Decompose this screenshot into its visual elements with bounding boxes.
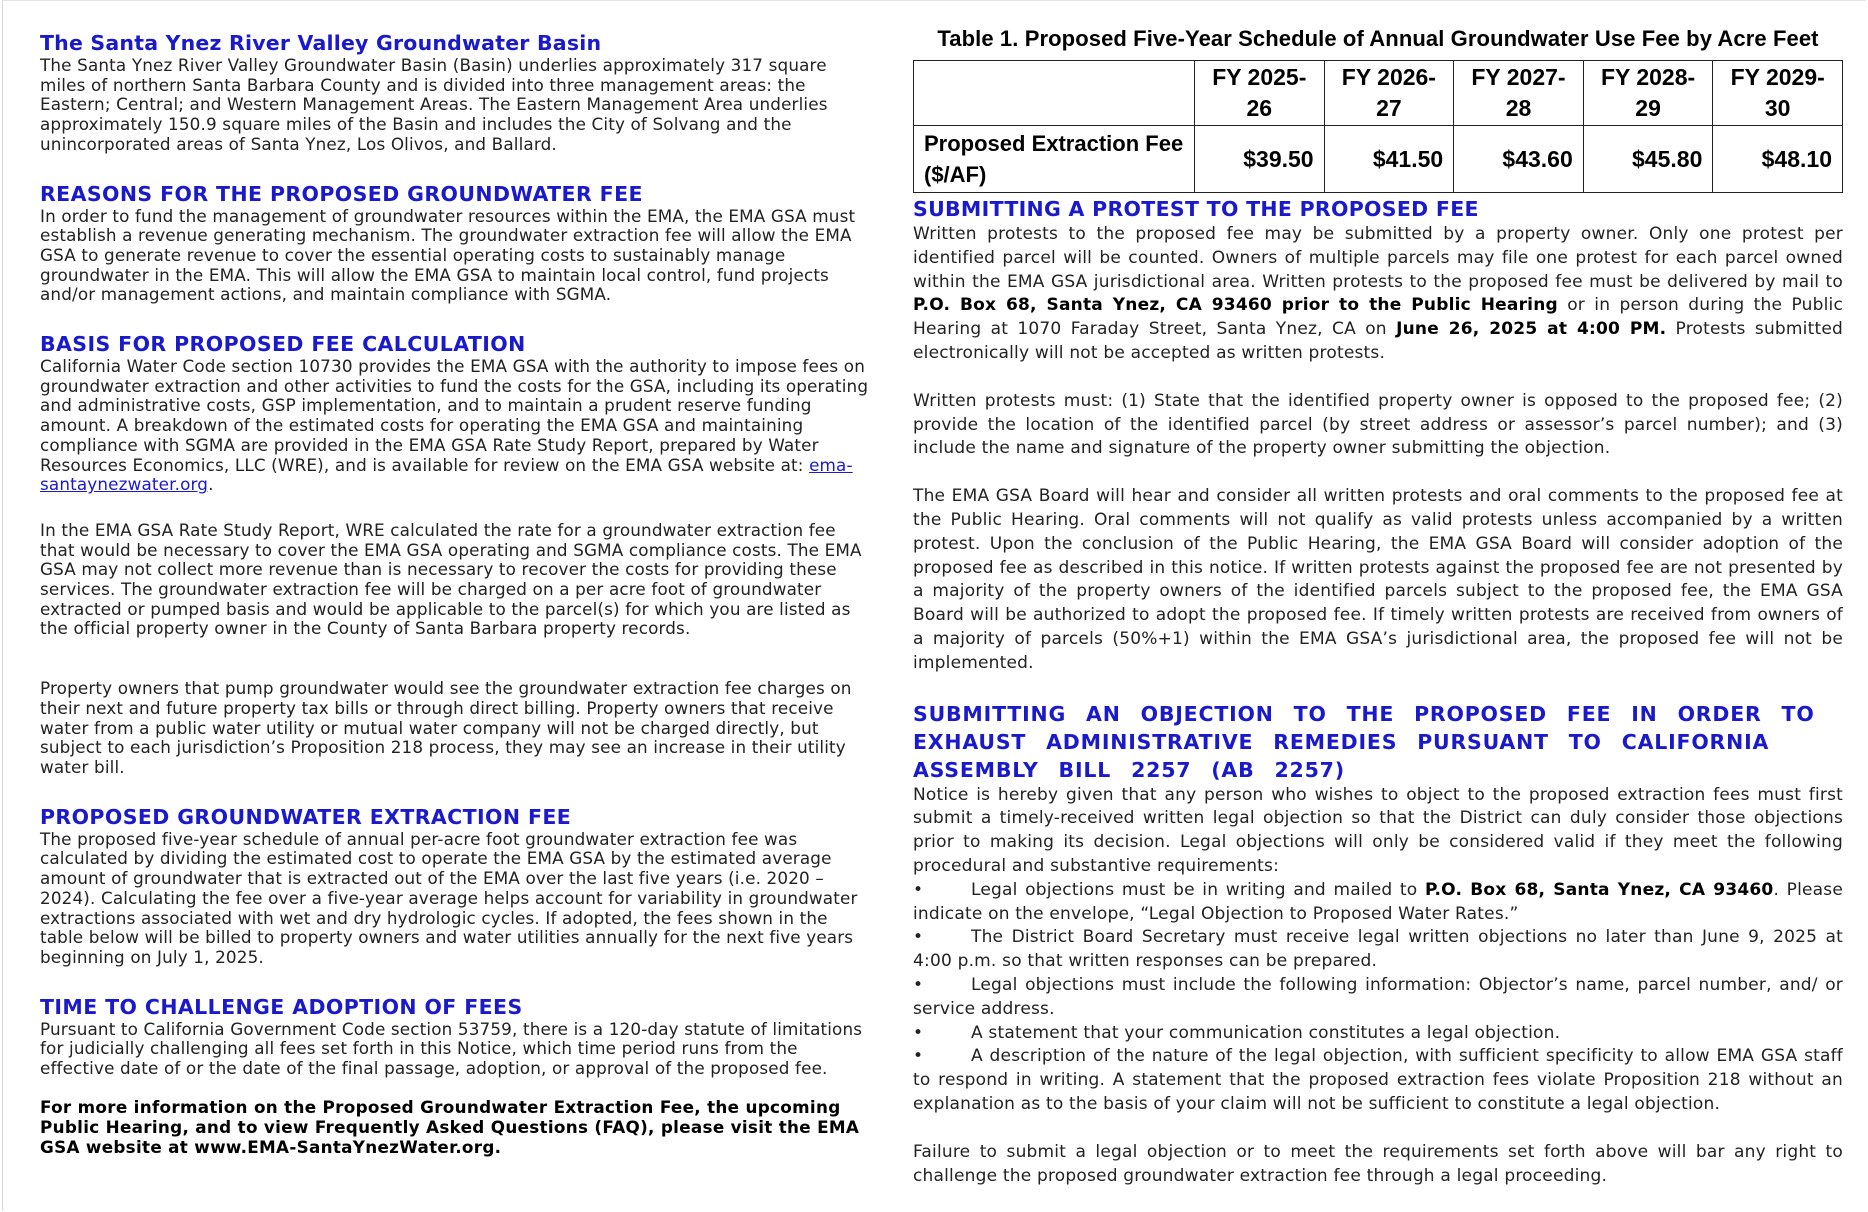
basis-paragraph [40, 357, 875, 495]
row-label-extraction-fee: Proposed Extraction Fee ($/AF) [914, 126, 1195, 193]
time-to-challenge-paragraph: Pursuant to California Government Code section 53759, there is a 120-day statute of limitations for judicially challenging all fees set forth in this Notice, which time period runs from the effective date of or the date of the final passage, adoption, or approval of the proposed fee. [40, 1018, 863, 1079]
basin-heading: The Santa Ynez River Valley Groundwater Basin [40, 31, 602, 55]
fee-schedule-table [913, 60, 1843, 193]
table-header-row [914, 61, 1843, 126]
basis-text: California Water Code section 10730 provides the EMA GSA with the authority to impose fees on groundwater extraction and other activities to fund the costs for the GSA, including its operating and administrative costs, GSP implementation, and to maintain a prudent reserve funding amount. A breakdown of the estimated costs for operating the EMA GSA and maintaining compliance with SGMA are provided in the EMA GSA Rate Study Report, prepared by Water Resources Economics, LLC (WRE), and is available for review on the EMA GSA website at: [40, 356, 869, 475]
table-row [914, 126, 1843, 193]
failure-paragraph: Failure to submit a legal objection or to meet the requirements set forth above will bar any right to challenge the proposed groundwater extraction fee through a legal proceeding. [913, 1141, 1843, 1186]
objection-bullet-5: • A description of the nature of the legal objection, with sufficient specificity to allow EMA GSA staff to respond in writing. A statement that the proposed extraction fees violate Proposition 218 without an explanation as to the basis of your claim will not be sufficient to constitute a legal objection. [913, 1046, 1843, 1114]
proposed-fee-heading: PROPOSED GROUNDWATER EXTRACTION FEE [40, 804, 572, 829]
basin-paragraph: The Santa Ynez River Valley Groundwater Basin (Basin) underlies approximately 317 square miles of northern Santa Barbara County and is divided into three management areas: the Eastern; Central; and Western Management Areas. The Eastern Management Area underlies approximately 150.9 square miles of the Basin and includes the City of Solvang and the unincorporated areas of Santa Ynez, Los Olivos, and Ballard. [40, 55, 828, 154]
reasons-heading: REASONS FOR THE PROPOSED GROUNDWATER FEE [40, 181, 643, 206]
fee-fy-2029-30: $48.10 [1713, 126, 1843, 193]
table-corner-cell [914, 61, 1195, 126]
ema-website-link[interactable]: ema-santaynezwater.org [40, 454, 853, 495]
objection-bullet-3: • Legal objections must include the following information: Objector’s name, parcel number, and/ or service address. [913, 974, 1843, 1019]
basis-heading: BASIS FOR PROPOSED FEE CALCULATION [40, 332, 526, 357]
objection-heading: SUBMITTING AN OBJECTION TO THE PROPOSED FEE IN ORDER TO EXHAUST ADMINISTRATIVE REMEDIES PURSUANT TO CALIFORNIA ASSEMBLY BILL 2257 (AB 2257) [913, 701, 1815, 782]
fee-fy-2027-28: $43.60 [1454, 126, 1584, 193]
owners-paragraph: Property owners that pump groundwater would see the groundwater extraction fee charges on their next and future property tax bills or through direct billing. Property owners that receive water from a public water utility or mutual water company will not be charged directly, but subject to each jurisdiction’s Proposition 218 process, they may see an increase in their utility water bill. [40, 678, 852, 777]
header-fy-2026-27: FY 2026- 27 [1324, 61, 1454, 126]
header-fy-2025-26: FY 2025- 26 [1195, 61, 1325, 126]
objection-bullet-1: • Legal objections must be in writing and mailed to P.O. Box 68, Santa Ynez, CA 93460. Please indicate on the envelope, “Legal Objection to Proposed Water Rates.” [913, 879, 1843, 924]
reasons-paragraph: In order to fund the management of groundwater resources within the EMA, the EMA GSA must establish a revenue generating mechanism. The groundwater extraction fee will allow the EMA GSA to generate revenue to cover the essential operating costs to sustainably manage groundwater in the EMA. This will allow the EMA GSA to maintain local control, fund projects and/or management actions, and maintain compliance with SGMA. [40, 205, 856, 305]
table-title: Table 1. Proposed Five-Year Schedule of Annual Groundwater Use Fee by Acre Feet [937, 26, 1819, 51]
objection-paragraph: Notice is hereby given that any person who wishes to object to the proposed extraction fees must first submit a timely-received written legal objection so that the District can duly consider those objections prior to making its decision. Legal objections will only be considered valid if they meet the following procedural and substantive requirements: [913, 784, 1843, 876]
protest-paragraph-1: Written protests to the proposed fee may be submitted by a property owner. Only one protest per identified parcel will be counted. Owners of multiple parcels may file one protest for each parcel owned within the EMA GSA jurisdictional area. Written protests to the proposed fee must be delivered by mail to P.O. Box 68, Santa Ynez, CA 93460 prior to the Public Hearing or in person during the Public Hearing at 1070 Faraday Street, Santa Ynez, CA on June 26, 2025 at 4:00 PM. Protests submitted electronically will not be accepted as written protests. [913, 224, 1843, 363]
time-to-challenge-heading: TIME TO CHALLENGE ADOPTION OF FEES [40, 994, 523, 1019]
fee-fy-2028-29: $45.80 [1583, 126, 1713, 193]
objection-bullet-2: • The District Board Secretary must receive legal written objections no later than June 9, 2025 at 4:00 p.m. so that written responses can be prepared. [913, 927, 1843, 972]
proposed-fee-paragraph: The proposed five-year schedule of annual per-acre foot groundwater extraction fee was calculated by dividing the estimated cost to operate the EMA GSA by the estimated average amount of groundwater that is extracted out of the EMA over the last five years (i.e. 2020 – 2024). Calculating the fee over a five-year average helps account for variability in groundwater extractions associated with wet and dry hydrologic cycles. If adopted, the fees shown in the table below will be billed to property owners and water utilities annually for the next five years beginning on July 1, 2025. [40, 828, 858, 967]
protest-heading: SUBMITTING A PROTEST TO THE PROPOSED FEE [913, 197, 1479, 221]
fee-fy-2026-27: $41.50 [1324, 126, 1454, 193]
rate-study-paragraph: In the EMA GSA Rate Study Report, WRE calculated the rate for a groundwater extraction fee that would be necessary to cover the EMA GSA operating and SGMA compliance costs. The EMA GSA may not collect more revenue than is necessary to recover the costs for providing these services. The groundwater extraction fee will be charged on a per acre foot of groundwater extracted or pumped basis and would be applicable to the parcel(s) for which you are listed as the official property owner in the County of Santa Barbara property records. [40, 519, 862, 639]
right-column [913, 26, 1843, 1188]
header-fy-2028-29: FY 2028- 29 [1583, 61, 1713, 126]
fee-fy-2025-26: $39.50 [1195, 126, 1325, 193]
protest-paragraph-3: The EMA GSA Board will hear and consider all written protests and oral comments to the proposed fee at the Public Hearing. Oral comments will not qualify as valid protests unless accompanied by a written protest. Upon the conclusion of the Public Hearing, the EMA GSA Board will consider adoption of the proposed fee as described in this notice. If written protests against the proposed fee are not presented by a majority of the property owners of the identified parcels subject to the proposed fee, the EMA GSA Board will be authorized to adopt the proposed fee. If timely written protests are received from owners of a majority of parcels (50%+1) within the EMA GSA’s jurisdictional area, the proposed fee will not be implemented. [913, 486, 1843, 673]
objection-bullet-4: • A statement that your communication constitutes a legal objection. [913, 1022, 1561, 1043]
protest-paragraph-2: Written protests must: (1) State that the identified property owner is opposed to the proposed fee; (2) provide the location of the identified parcel (by street address or assessor’s parcel number); and (3) include the name and signature of the property owner submitting the objection. [913, 390, 1843, 459]
more-info-note: For more information on the Proposed Groundwater Extraction Fee, the upcoming Public Hearing, and to view Frequently Asked Questions (FAQ), please visit the EMA GSA website at www.EMA-SantaYnezWater.org. [40, 1096, 860, 1157]
header-fy-2027-28: FY 2027- 28 [1454, 61, 1584, 126]
left-column [40, 30, 875, 1157]
basis-period: . [208, 474, 214, 495]
header-fy-2029-30: FY 2029- 30 [1713, 61, 1843, 126]
